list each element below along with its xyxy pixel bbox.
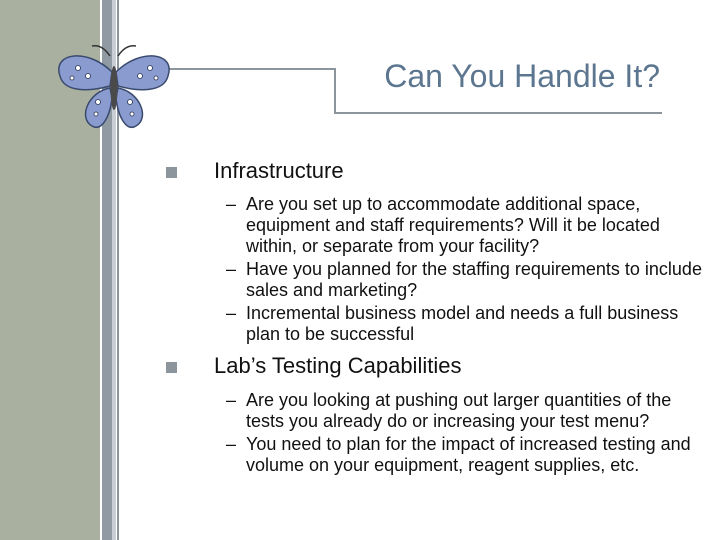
sub-bullet-item — [166, 303, 706, 345]
bullet-text: Infrastructure — [214, 158, 344, 183]
bullet-group — [166, 158, 706, 345]
sub-bullet-item — [166, 390, 706, 432]
title-frame-bottom — [334, 112, 662, 114]
title-frame-vertical — [334, 68, 336, 112]
dash-marker: – — [226, 194, 237, 215]
bullet-item — [166, 158, 706, 184]
bullet-group — [166, 353, 706, 475]
dash-marker: – — [226, 259, 237, 280]
bullet-text: Lab’s Testing Capabilities — [214, 353, 462, 379]
square-bullet-icon — [166, 362, 177, 373]
sub-bullet-text: Are you looking at pushing out larger quantities of the tests you already do or increasing your test menu? — [246, 389, 672, 431]
slide-title: Can You Handle It? — [384, 58, 660, 94]
sub-bullet-text: Have you planned for the staffing requirements to include sales and marketing? — [246, 259, 702, 301]
sub-bullet-text: Incremental business model and needs a full business plan to be successful — [246, 303, 679, 345]
title-frame-top — [158, 68, 336, 70]
dash-marker: – — [226, 303, 237, 324]
sub-bullet-item — [166, 194, 706, 257]
butterfly-icon — [48, 42, 180, 138]
bullet-item — [166, 353, 706, 379]
dash-marker: – — [226, 389, 237, 410]
sub-bullet-item — [166, 434, 706, 476]
square-bullet-icon — [166, 167, 177, 178]
sub-bullet-list — [166, 390, 706, 476]
sub-bullet-text: Are you set up to accommodate additional space, equipment and staff requirements? Will it be located within, or separate from your facility? — [246, 194, 660, 257]
dash-marker: – — [226, 433, 237, 454]
slide-content — [166, 158, 706, 484]
sub-bullet-text: You need to plan for the impact of increased testing and volume on your equipment, reagent supplies, etc. — [246, 433, 691, 475]
sub-bullet-item — [166, 259, 706, 301]
sub-bullet-list — [166, 194, 706, 345]
